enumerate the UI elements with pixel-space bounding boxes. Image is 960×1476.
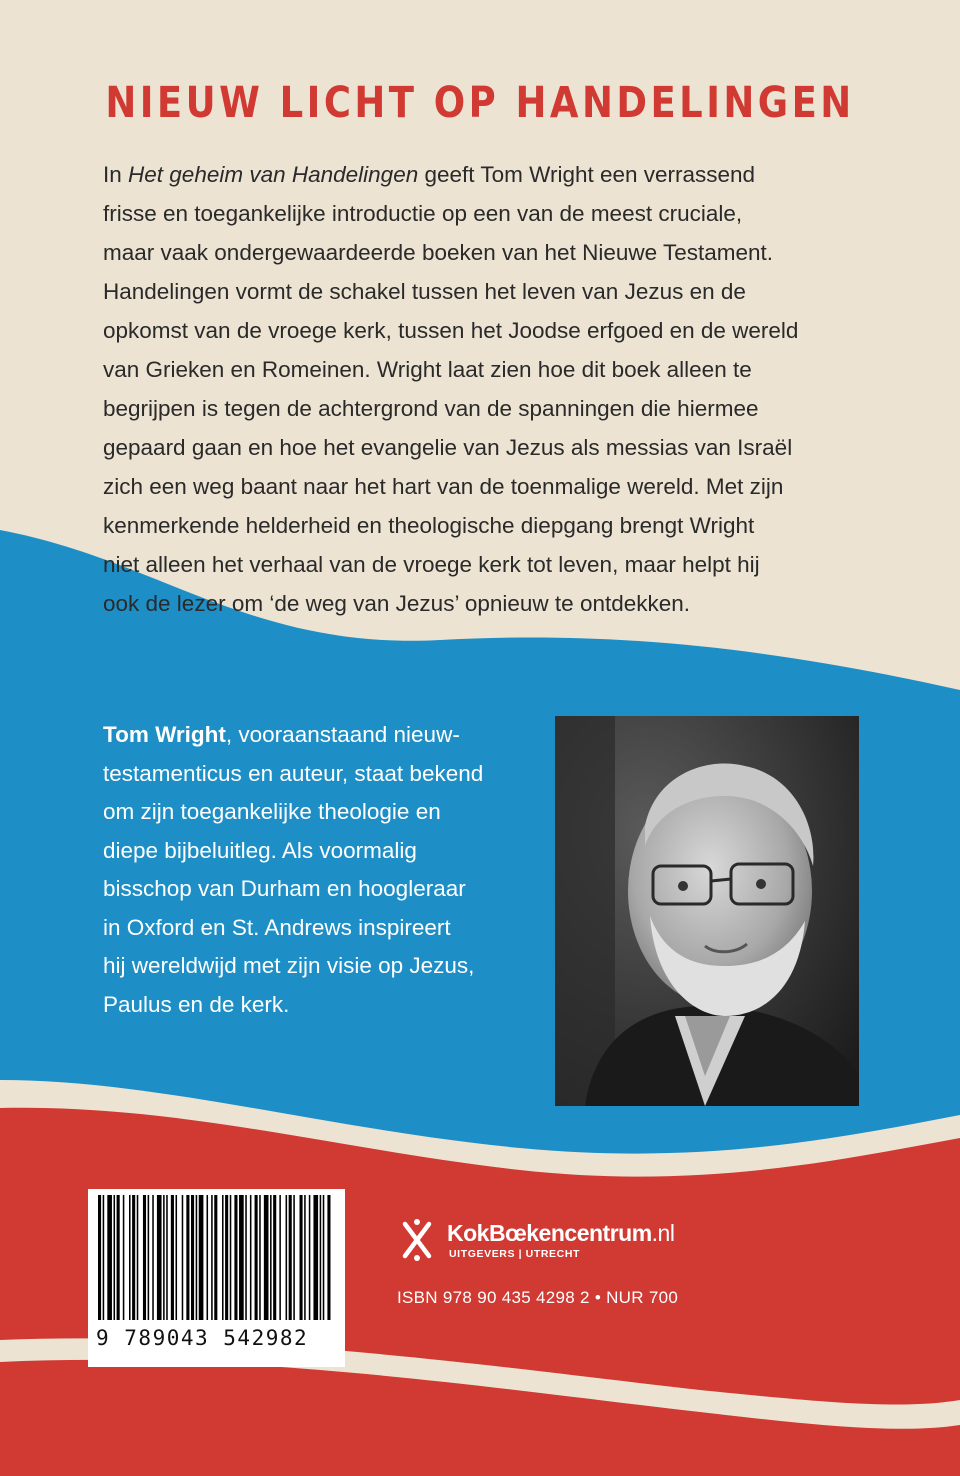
author-photo <box>555 716 859 1106</box>
description-line: zich een weg baant naar het hart van de toenmalige wereld. Met zijn <box>103 474 784 499</box>
barcode <box>88 1189 345 1367</box>
cover-headline: NIEUW LICHT OP HANDELINGEN <box>105 78 855 128</box>
publisher-name: KokBœkencentrum.nl <box>447 1220 675 1246</box>
description-line: In Het geheim van Handelingen geeft Tom Wright een verrassend <box>103 162 756 187</box>
description-line: ook de lezer om ‘de weg van Jezus’ opnieuw te ontdekken. <box>103 591 691 616</box>
description-line: kenmerkende helderheid en theologische diepgang brengt Wright <box>103 513 755 538</box>
description-line: gepaard gaan en hoe het evangelie van Jezus als messias van Israël <box>103 435 793 460</box>
bio-line: Paulus en de kerk. <box>103 991 290 1017</box>
bio-line: om zijn toegankelijke theologie en <box>103 799 441 824</box>
book-title: Het geheim van Handelingen <box>128 162 419 187</box>
description-line: van Grieken en Romeinen. Wright laat zien hoe dit boek alleen te <box>103 357 752 382</box>
book-description <box>103 155 863 623</box>
isbn-line: ISBN 978 90 435 4298 2 • NUR 700 <box>397 1288 679 1307</box>
description-line: Handelingen vormt de schakel tussen het leven van Jezus en de <box>103 279 746 304</box>
description-line: niet alleen het verhaal van de vroege kerk tot leven, maar helpt hij <box>103 552 760 577</box>
bio-line: bisschop van Durham en hoogleraar <box>103 876 466 901</box>
bio-line: diepe bijbeluitleg. Als voormalig <box>103 837 417 863</box>
bio-line: in Oxford en St. Andrews inspireert <box>103 914 451 940</box>
description-line: maar vaak ondergewaardeerde boeken van het Nieuwe Testament. <box>103 240 774 265</box>
author-bio <box>103 716 523 1024</box>
description-line: opkomst van de vroege kerk, tussen het Joodse erfgoed en de wereld <box>103 318 799 343</box>
bio-line: hij wereldwijd met zijn visie op Jezus, <box>103 953 475 978</box>
publisher-mark-icon <box>397 1218 437 1262</box>
publisher-logo <box>397 1218 717 1268</box>
barcode-digits: 9 789043 542982 <box>96 1326 309 1350</box>
bio-line: Tom Wright, vooraanstaand nieuw- <box>103 722 460 747</box>
author-name: Tom Wright <box>103 722 226 747</box>
barcode-bars <box>96 1195 334 1320</box>
description-line: frisse en toegankelijke introductie op een van de meest cruciale, <box>103 201 743 226</box>
description-line: begrijpen is tegen de achtergrond van de spanningen die hiermee <box>103 396 759 421</box>
bio-line: testamenticus en auteur, staat bekend <box>103 760 484 786</box>
publisher-subline: UITGEVERS | UTRECHT <box>449 1248 581 1260</box>
